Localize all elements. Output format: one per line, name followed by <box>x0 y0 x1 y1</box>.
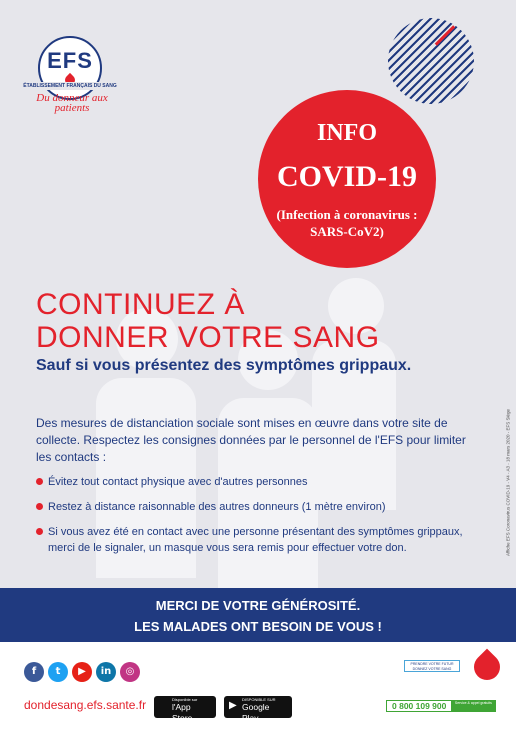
list-item <box>36 474 486 490</box>
bullet-dot-icon <box>36 528 43 535</box>
app-store-small-label: Disponible sur <box>172 697 198 702</box>
bullet-dot-icon <box>36 503 43 510</box>
list-item <box>36 499 486 515</box>
title-line-2: DONNER VOTRE SANG <box>36 321 380 354</box>
website-link[interactable]: dondesang.efs.sante.fr <box>24 698 147 712</box>
google-play-label: Google Play <box>242 702 270 723</box>
bullet-dot-icon <box>36 478 43 485</box>
play-icon: ▶ <box>229 700 237 711</box>
list-item-text: Évitez tout contact physique avec d'autres personnes <box>48 476 308 488</box>
covid-title: COVID-19 <box>277 160 417 193</box>
intro-paragraph: Des mesures de distanciation sociale sont mises en œuvre dans votre site de collecte. Respectez les consignes données par le personnel de l'EFS pour limiter les contacts : <box>36 416 466 464</box>
linkedin-icon[interactable]: in <box>96 662 116 682</box>
banner-line-2: LES MALADES ONT BESOIN DE VOUS ! <box>134 619 382 634</box>
info-label: INFO <box>317 120 377 146</box>
google-play-small-label: DISPONIBLE SUR <box>242 697 276 702</box>
social-links <box>24 662 140 682</box>
instagram-icon[interactable]: ◎ <box>120 662 140 682</box>
facebook-icon[interactable]: f <box>24 662 44 682</box>
logo-tagline: Du donneur aux patients <box>36 92 108 114</box>
phone-free-tag: Service & appel gratuits <box>451 701 495 711</box>
free-phone-number[interactable] <box>386 700 496 712</box>
covid-subtitle: (Infection à coronavirus : SARS-CoV2) <box>276 207 418 239</box>
donor-badge: PRENDRE VOTRE FUTUR DONNEZ VOTRE SANG <box>404 660 460 672</box>
page-title <box>36 288 476 354</box>
phone-number: 0 800 109 900 <box>392 701 447 711</box>
subheadline: Sauf si vous présentez des symptômes grippaux. <box>36 357 412 374</box>
instruction-list <box>36 474 486 565</box>
app-store-label: l'App Store <box>172 702 193 723</box>
blood-drop-icon <box>469 649 506 686</box>
efs-logo <box>22 36 122 112</box>
title-line-1: CONTINUEZ À <box>36 288 245 321</box>
list-item-text: Si vous avez été en contact avec une personne présentant des symptômes grippaux, merci de le signaler, un masque vous sera remis pour effectuer votre don. <box>48 526 463 554</box>
youtube-icon[interactable]: ▶ <box>72 662 92 682</box>
google-play-button[interactable] <box>224 696 292 723</box>
logo-acronym: EFS <box>47 48 93 73</box>
side-reference-note <box>502 406 512 566</box>
app-store-button[interactable] <box>154 696 216 723</box>
side-note-text: Affiche EFS Coronavirus COVID-19 - V4 - A3 - 18 mars 2020 - EFS Siège <box>505 409 511 556</box>
twitter-icon[interactable]: t <box>48 662 68 682</box>
list-item-text: Restez à distance raisonnable des autres donneurs (1 mètre environ) <box>48 501 386 513</box>
list-item <box>36 524 486 556</box>
thank-you-banner <box>0 588 516 642</box>
striped-circle-decoration <box>388 18 474 104</box>
banner-line-1: MERCI DE VOTRE GÉNÉROSITÉ. <box>155 598 361 613</box>
logo-org-name: ÉTABLISSEMENT FRANÇAIS DU SANG <box>23 83 117 89</box>
info-covid-circle <box>258 90 436 268</box>
